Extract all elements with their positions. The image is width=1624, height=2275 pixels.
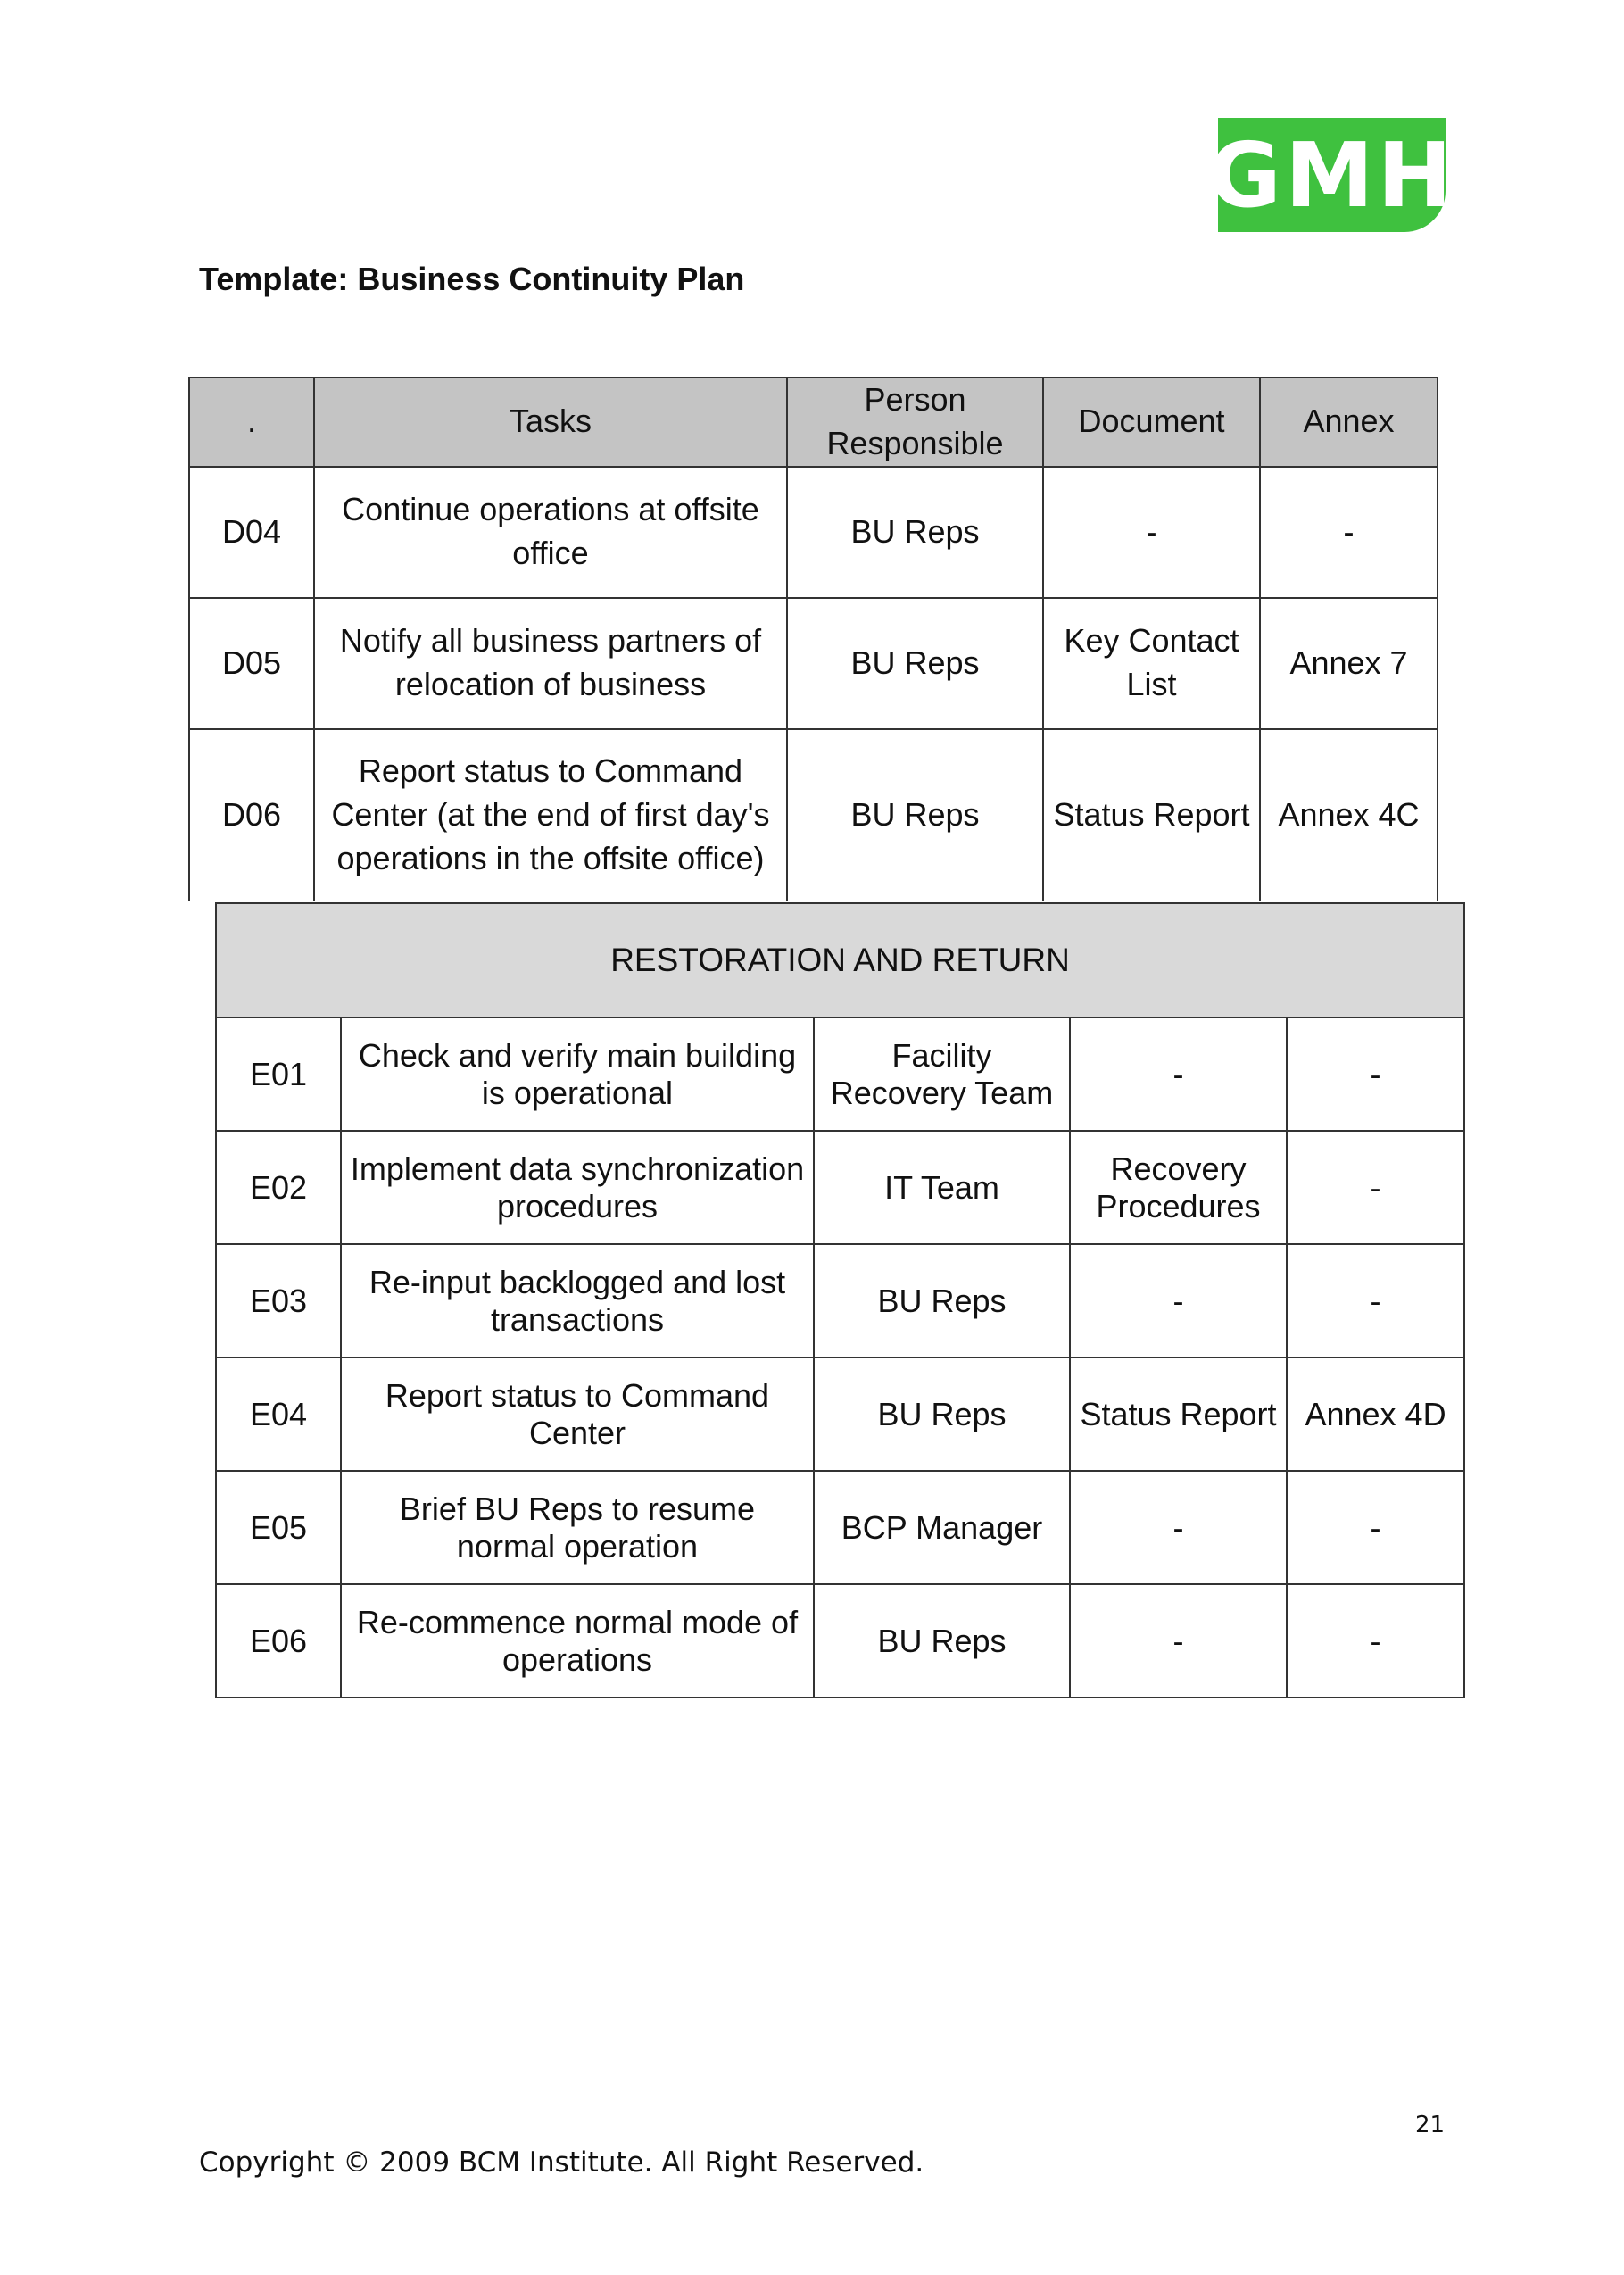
cell-id: E03 — [216, 1244, 341, 1358]
table-row — [189, 467, 1438, 598]
cell-annex: - — [1287, 1244, 1464, 1358]
cell-task: Re-commence normal mode of operations — [341, 1584, 814, 1698]
cell-id: E05 — [216, 1471, 341, 1584]
cell-task: Report status to Command Center — [341, 1358, 814, 1471]
page-title: Template: Business Continuity Plan — [199, 261, 745, 297]
table-header-row — [189, 378, 1438, 467]
cell-person: BU Reps — [787, 729, 1043, 901]
cell-id: E01 — [216, 1017, 341, 1131]
cell-person: BU Reps — [787, 598, 1043, 729]
cell-document: - — [1043, 467, 1260, 598]
cell-person: BU Reps — [814, 1244, 1070, 1358]
table-row — [216, 1471, 1464, 1584]
cell-task: Report status to Command Center (at the end of first day's operations in the offsite office) — [314, 729, 787, 901]
cell-annex: Annex 4D — [1287, 1358, 1464, 1471]
cell-annex: - — [1287, 1131, 1464, 1244]
cell-person: BCP Manager — [814, 1471, 1070, 1584]
table-row — [216, 1017, 1464, 1131]
cell-person: BU Reps — [814, 1358, 1070, 1471]
continuity-table-d — [188, 377, 1438, 901]
cell-id: E04 — [216, 1358, 341, 1471]
cell-person: BU Reps — [787, 467, 1043, 598]
restoration-table — [215, 902, 1465, 1698]
cell-document: Status Report — [1043, 729, 1260, 901]
section-header-row — [216, 903, 1464, 1017]
cell-annex: Annex 4C — [1260, 729, 1438, 901]
table-row — [216, 1358, 1464, 1471]
cell-document: Key Contact List — [1043, 598, 1260, 729]
cell-id: E02 — [216, 1131, 341, 1244]
table-row — [216, 1584, 1464, 1698]
cell-task: Implement data synchronization procedures — [341, 1131, 814, 1244]
cell-task: Notify all business partners of relocation of business — [314, 598, 787, 729]
table-row — [216, 1131, 1464, 1244]
table-row — [189, 729, 1438, 901]
table-row — [216, 1244, 1464, 1358]
cell-document: Recovery Procedures — [1070, 1131, 1287, 1244]
cell-annex: - — [1260, 467, 1438, 598]
header-annex: Annex — [1260, 378, 1438, 467]
cell-id: D05 — [189, 598, 314, 729]
section-title: RESTORATION AND RETURN — [216, 903, 1464, 1017]
cell-annex: - — [1287, 1017, 1464, 1131]
table-row — [189, 598, 1438, 729]
header-tasks: Tasks — [314, 378, 787, 467]
cell-document: Status Report — [1070, 1358, 1287, 1471]
cell-document: - — [1070, 1471, 1287, 1584]
cell-person: BU Reps — [814, 1584, 1070, 1698]
cell-annex: Annex 7 — [1260, 598, 1438, 729]
header-id: . — [189, 378, 314, 467]
cell-document: - — [1070, 1017, 1287, 1131]
cell-person: Facility Recovery Team — [814, 1017, 1070, 1131]
header-document: Document — [1043, 378, 1260, 467]
page-number: 21 — [1415, 2112, 1446, 2138]
cell-task: Continue operations at offsite office — [314, 467, 787, 598]
header-person-responsible: Person Responsible — [787, 378, 1043, 467]
cell-document: - — [1070, 1244, 1287, 1358]
cell-task: Brief BU Reps to resume normal operation — [341, 1471, 814, 1584]
cell-annex: - — [1287, 1584, 1464, 1698]
cell-document: - — [1070, 1584, 1287, 1698]
cell-annex: - — [1287, 1471, 1464, 1584]
cell-person: IT Team — [814, 1131, 1070, 1244]
cell-task: Re-input backlogged and lost transactions — [341, 1244, 814, 1358]
cell-id: E06 — [216, 1584, 341, 1698]
cell-task: Check and verify main building is operational — [341, 1017, 814, 1131]
cell-id: D04 — [189, 467, 314, 598]
copyright-notice: Copyright © 2009 BCM Institute. All Right Reserved. — [199, 2146, 924, 2179]
cell-id: D06 — [189, 729, 314, 901]
gmh-logo: GMH — [1218, 118, 1446, 232]
